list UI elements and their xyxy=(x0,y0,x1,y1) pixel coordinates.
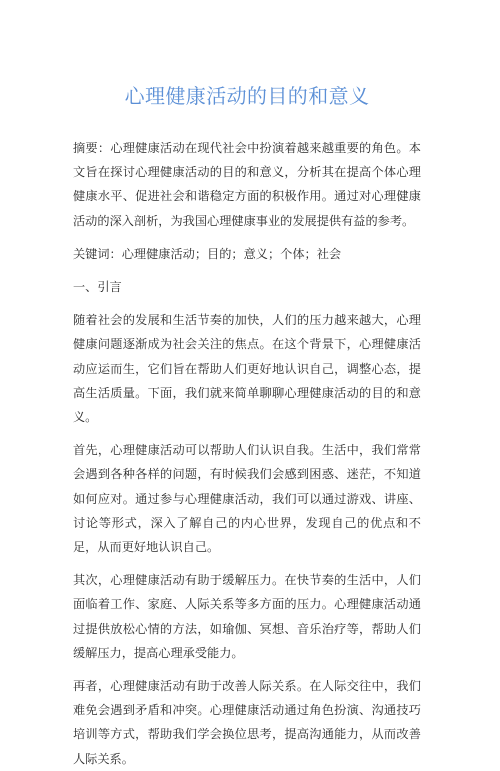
keywords-text: 心理健康活动；目的；意义；个体；社会 xyxy=(121,246,342,261)
keywords-line xyxy=(73,242,421,266)
keywords-label: 关键词： xyxy=(73,246,122,261)
body-paragraph: 随着社会的发展和生活节奏的加快，人们的压力越来越大，心理健康问题逐渐成为社会关注的焦点。在这个背景下，心理健康活动应运而生，它们旨在帮助人们更好地认识自己，调整心态，提高生活质量。下面，我们就来简单聊聊心理健康活动的目的和意义。 xyxy=(73,313,421,425)
body-paragraph: 首先，心理健康活动可以帮助人们认识自我。生活中，我们常常会遇到各种各样的问题，有时候我们会感到困惑、迷茫，不知道如何应对。通过参与心理健康活动，我们可以通过游戏、讲座、讨论等形式，深入了解自己的内心世界，发现自己的优点和不足，从而更好地认识自己。 xyxy=(73,443,421,555)
section-heading: 一、引言 xyxy=(73,280,122,295)
body-paragraph: 再者，心理健康活动有助于改善人际关系。在人际交往中，我们难免会遇到矛盾和冲突。心理健康活动通过角色扮演、沟通技巧培训等方式，帮助我们学会换位思考，提高沟通能力，从而改善人际关系。 xyxy=(73,679,421,766)
document-title: 心理健康活动的目的和意义 xyxy=(124,84,370,108)
abstract-paragraph xyxy=(73,136,421,233)
abstract-label: 摘要： xyxy=(73,141,111,155)
body-paragraph: 其次，心理健康活动有助于缓解压力。在快节奏的生活中，人们面临着工作、家庭、人际关系等多方面的压力。心理健康活动通过提供放松心情的方法，如瑜伽、冥想、音乐治疗等，帮助人们缓解压力，提高心理承受能力。 xyxy=(73,573,421,660)
abstract-text: 心理健康活动在现代社会中扮演着越来越重要的角色。本文旨在探讨心理健康活动的目的和意义，分析其在提高个体心理健康水平、促进社会和谐稳定方面的积极作用。通过对心理健康活动的深入剖析，为我国心理健康事业的发展提供有益的参考。 xyxy=(73,141,421,228)
